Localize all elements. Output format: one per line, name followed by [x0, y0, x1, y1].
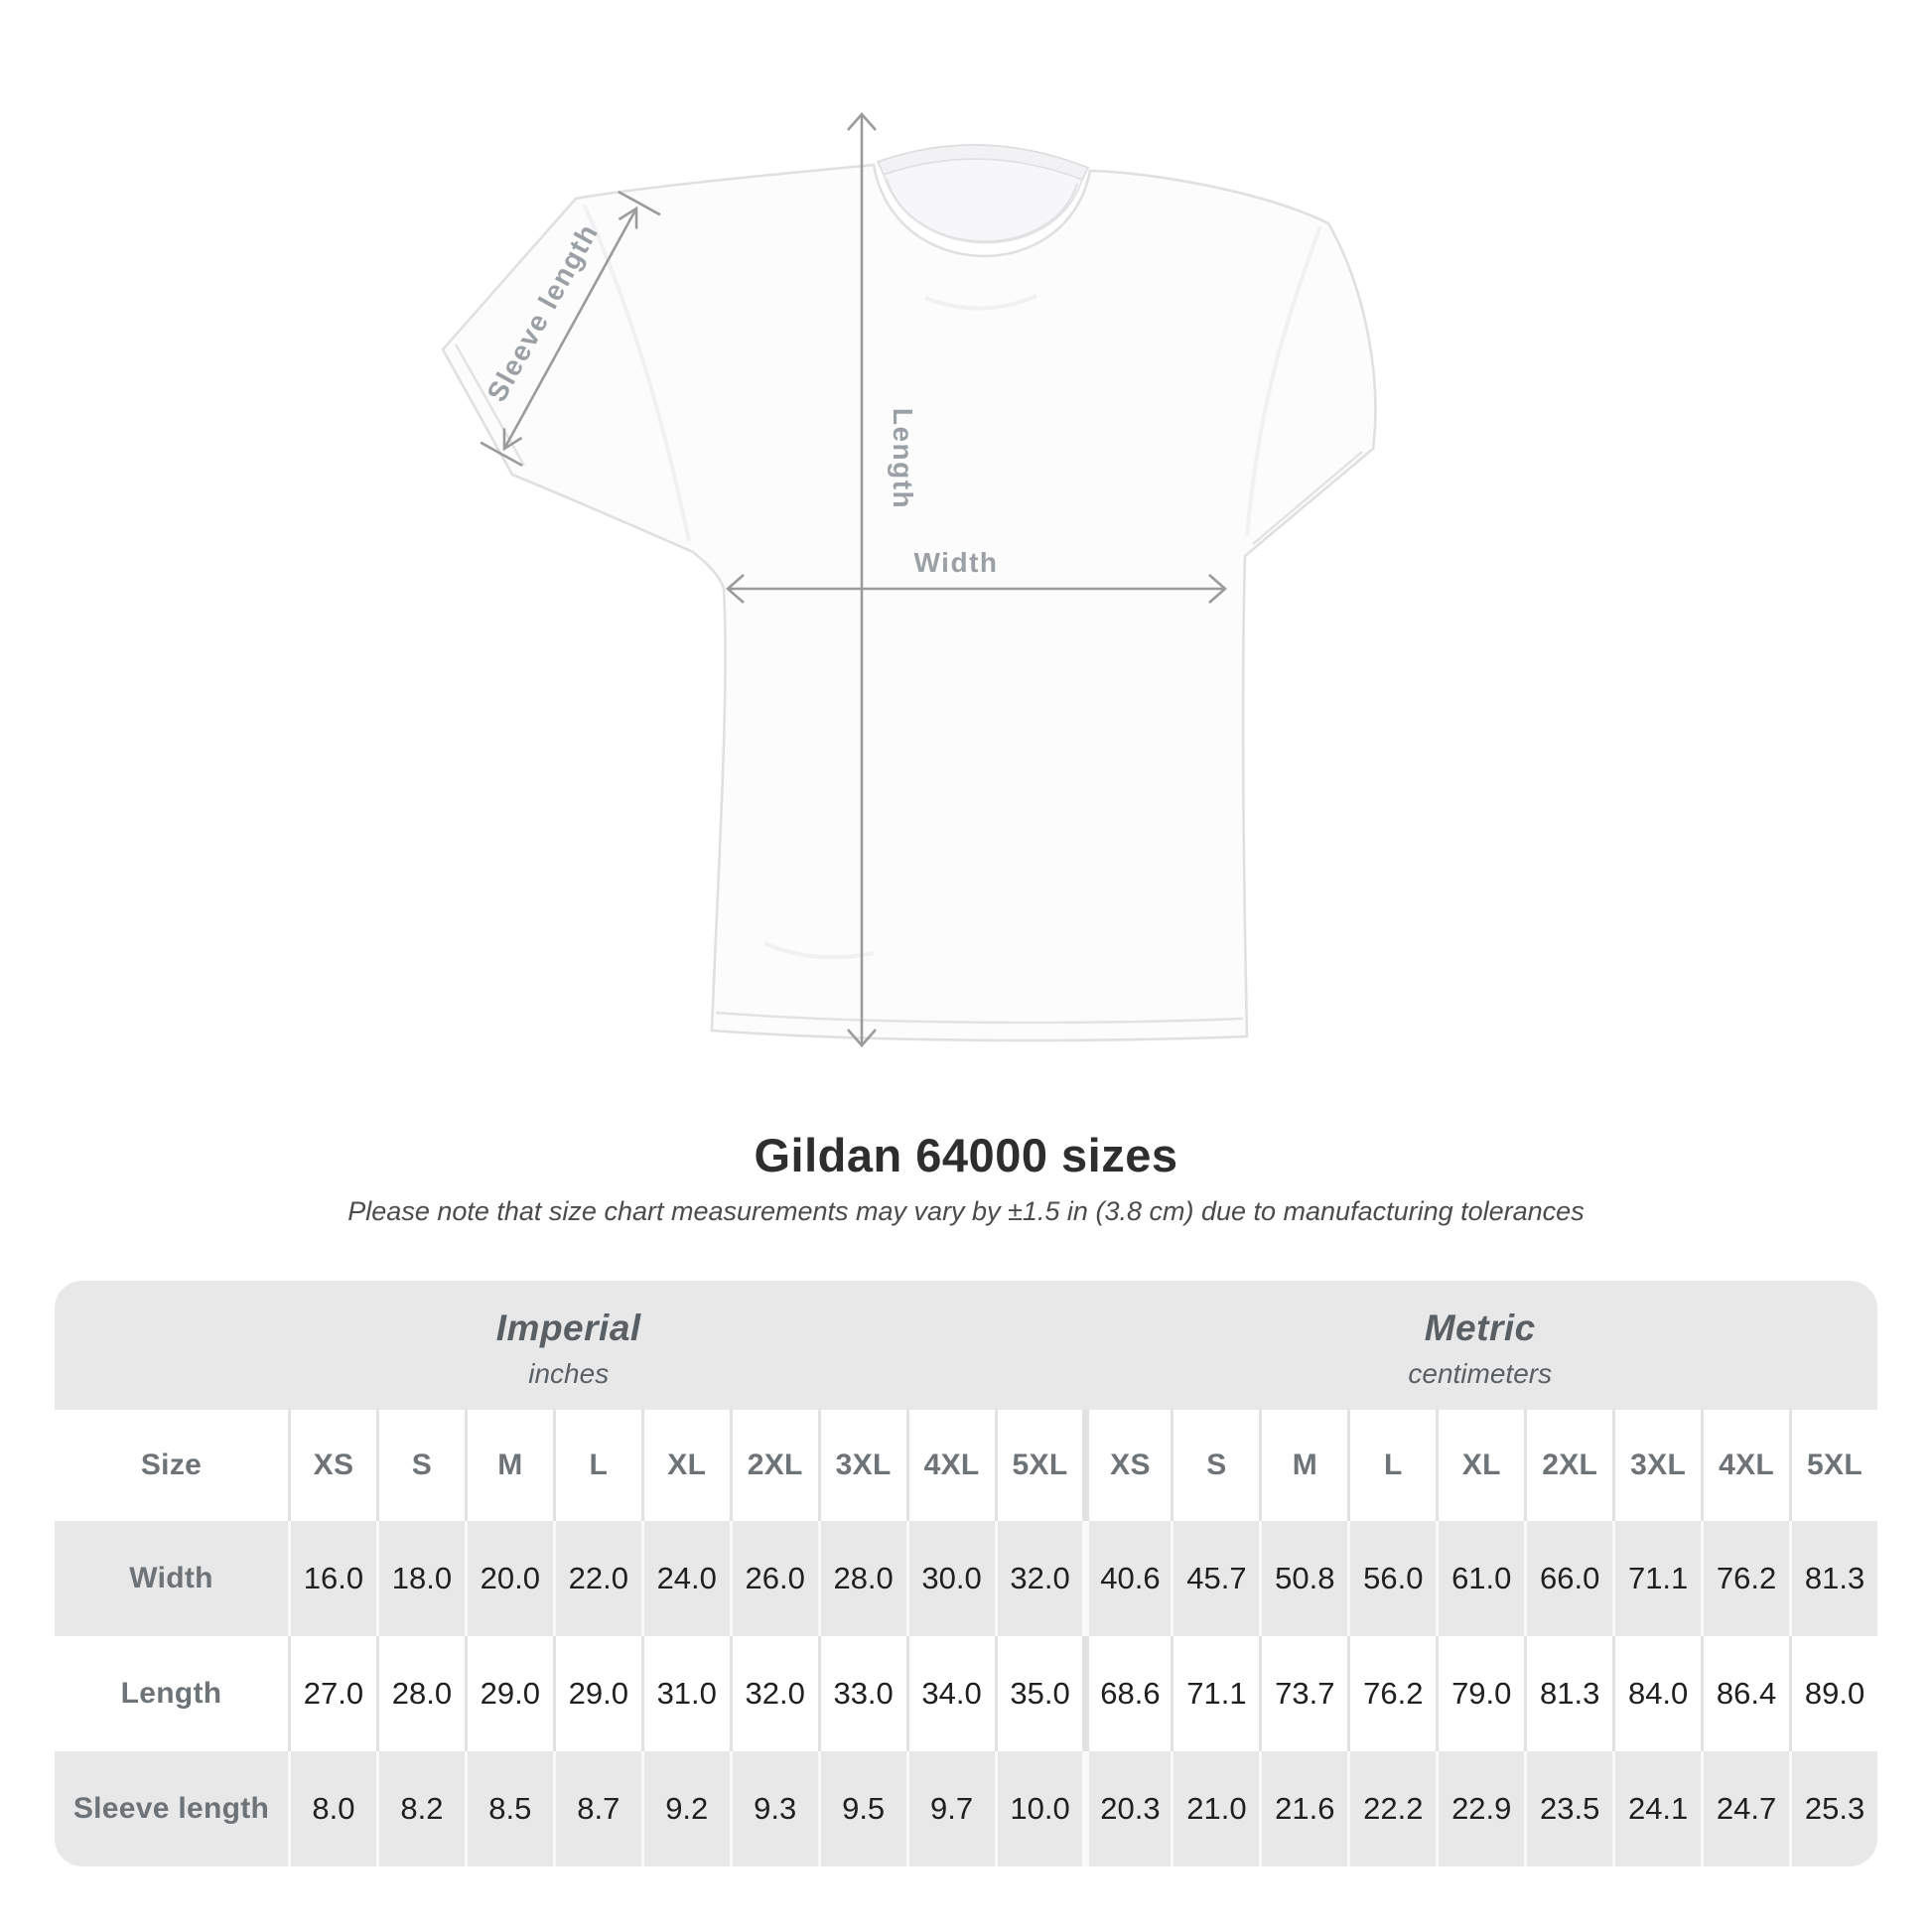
imperial-value-cell: 9.5	[818, 1751, 906, 1866]
metric-value-cell: 20.3	[1082, 1751, 1171, 1866]
imperial-value-cell: 9.2	[641, 1751, 730, 1866]
size-column-header: XL	[1436, 1410, 1524, 1521]
imperial-value-cell: 27.0	[288, 1636, 376, 1751]
metric-value-cell: 76.2	[1701, 1521, 1789, 1636]
width-label: Width	[913, 547, 999, 578]
measurement-row-label: Width	[129, 1562, 213, 1594]
metric-value-cell: 76.2	[1347, 1636, 1436, 1751]
length-label: Length	[888, 407, 918, 510]
page-title: Gildan 64000 sizes	[754, 1129, 1178, 1181]
imperial-value-cell: 28.0	[376, 1636, 465, 1751]
metric-value-cell: 25.3	[1789, 1751, 1877, 1866]
size-column-header: 5XL	[1789, 1410, 1877, 1521]
metric-value-cell: 22.2	[1347, 1751, 1436, 1866]
size-column-header: XS	[1082, 1410, 1171, 1521]
imperial-value-cell: 9.3	[730, 1751, 818, 1866]
size-column-header: 2XL	[1524, 1410, 1612, 1521]
imperial-value-cell: 29.0	[465, 1636, 553, 1751]
metric-value-cell: 50.8	[1259, 1521, 1347, 1636]
size-column-header: 2XL	[730, 1410, 818, 1521]
metric-value-cell: 81.3	[1524, 1636, 1612, 1751]
imperial-value-cell: 24.0	[641, 1521, 730, 1636]
metric-value-cell: 40.6	[1082, 1521, 1171, 1636]
size-column-header: 3XL	[818, 1410, 906, 1521]
imperial-value-cell: 9.7	[906, 1751, 995, 1866]
metric-unit-header	[1082, 1281, 1877, 1410]
imperial-value-cell: 30.0	[906, 1521, 995, 1636]
metric-value-cell: 22.9	[1436, 1751, 1524, 1866]
measurement-row-label: Sleeve length	[72, 1792, 270, 1825]
metric-value-cell: 21.6	[1259, 1751, 1347, 1866]
imperial-value-cell: 29.0	[553, 1636, 641, 1751]
imperial-value-cell: 16.0	[288, 1521, 376, 1636]
size-column-header: M	[465, 1410, 553, 1521]
imperial-value-cell: 8.0	[288, 1751, 376, 1866]
size-table-grid	[55, 1281, 1877, 1866]
imperial-value-cell: 10.0	[995, 1751, 1083, 1866]
metric-value-cell: 89.0	[1789, 1636, 1877, 1751]
imperial-value-cell: 31.0	[641, 1636, 730, 1751]
t-shirt-shape	[443, 145, 1375, 1040]
metric-label: Metric	[1424, 1307, 1536, 1348]
imperial-value-cell: 22.0	[553, 1521, 641, 1636]
size-column-header: XL	[641, 1410, 730, 1521]
size-column-header: 5XL	[995, 1410, 1083, 1521]
tolerance-note: Please note that size chart measurements may vary by ±1.5 in (3.8 cm) due to manufacturing tolerances	[347, 1196, 1585, 1226]
measurement-row-label: Length	[55, 1636, 288, 1751]
size-column-header: L	[1347, 1410, 1436, 1521]
imperial-value-cell: 33.0	[818, 1636, 906, 1751]
metric-value-cell: 71.1	[1612, 1521, 1701, 1636]
metric-value-cell: 73.7	[1259, 1636, 1347, 1751]
size-chart-table	[55, 1281, 1877, 1866]
size-column-header: 4XL	[906, 1410, 995, 1521]
metric-value-cell: 56.0	[1347, 1521, 1436, 1636]
metric-value-cell: 45.7	[1171, 1521, 1259, 1636]
imperial-value-cell: 34.0	[906, 1636, 995, 1751]
size-column-header: L	[553, 1410, 641, 1521]
metric-value-cell: 66.0	[1524, 1521, 1612, 1636]
imperial-value-cell: 32.0	[995, 1521, 1083, 1636]
metric-value-cell: 24.7	[1701, 1751, 1789, 1866]
metric-value-cell: 71.1	[1171, 1636, 1259, 1751]
imperial-label: Imperial	[495, 1307, 641, 1348]
size-column-header: XS	[288, 1410, 376, 1521]
metric-value-cell: 23.5	[1524, 1751, 1612, 1866]
metric-sublabel: centimeters	[1408, 1357, 1553, 1389]
size-column-header: S	[1171, 1410, 1259, 1521]
imperial-value-cell: 35.0	[995, 1636, 1083, 1751]
metric-value-cell: 24.1	[1612, 1751, 1701, 1866]
imperial-value-cell: 8.7	[553, 1751, 641, 1866]
size-column-header: 4XL	[1701, 1410, 1789, 1521]
size-column-header: S	[376, 1410, 465, 1521]
metric-value-cell: 84.0	[1612, 1636, 1701, 1751]
metric-value-cell: 61.0	[1436, 1521, 1524, 1636]
metric-value-cell: 21.0	[1171, 1751, 1259, 1866]
imperial-value-cell: 18.0	[376, 1521, 465, 1636]
imperial-value-cell: 28.0	[818, 1521, 906, 1636]
imperial-value-cell: 26.0	[730, 1521, 818, 1636]
imperial-unit-header	[55, 1281, 1082, 1410]
metric-value-cell: 68.6	[1082, 1636, 1171, 1751]
sleeve-length-label: Sleeve length	[481, 217, 605, 407]
imperial-sublabel: inches	[528, 1357, 610, 1389]
imperial-value-cell: 20.0	[465, 1521, 553, 1636]
title-block	[0, 1128, 1932, 1227]
imperial-value-cell: 8.5	[465, 1751, 553, 1866]
size-row-title: Size	[55, 1410, 288, 1521]
size-column-header: M	[1259, 1410, 1347, 1521]
imperial-value-cell: 8.2	[376, 1751, 465, 1866]
metric-value-cell: 86.4	[1701, 1636, 1789, 1751]
metric-value-cell: 79.0	[1436, 1636, 1524, 1751]
size-column-header: 3XL	[1612, 1410, 1701, 1521]
imperial-value-cell: 32.0	[730, 1636, 818, 1751]
metric-value-cell: 81.3	[1789, 1521, 1877, 1636]
